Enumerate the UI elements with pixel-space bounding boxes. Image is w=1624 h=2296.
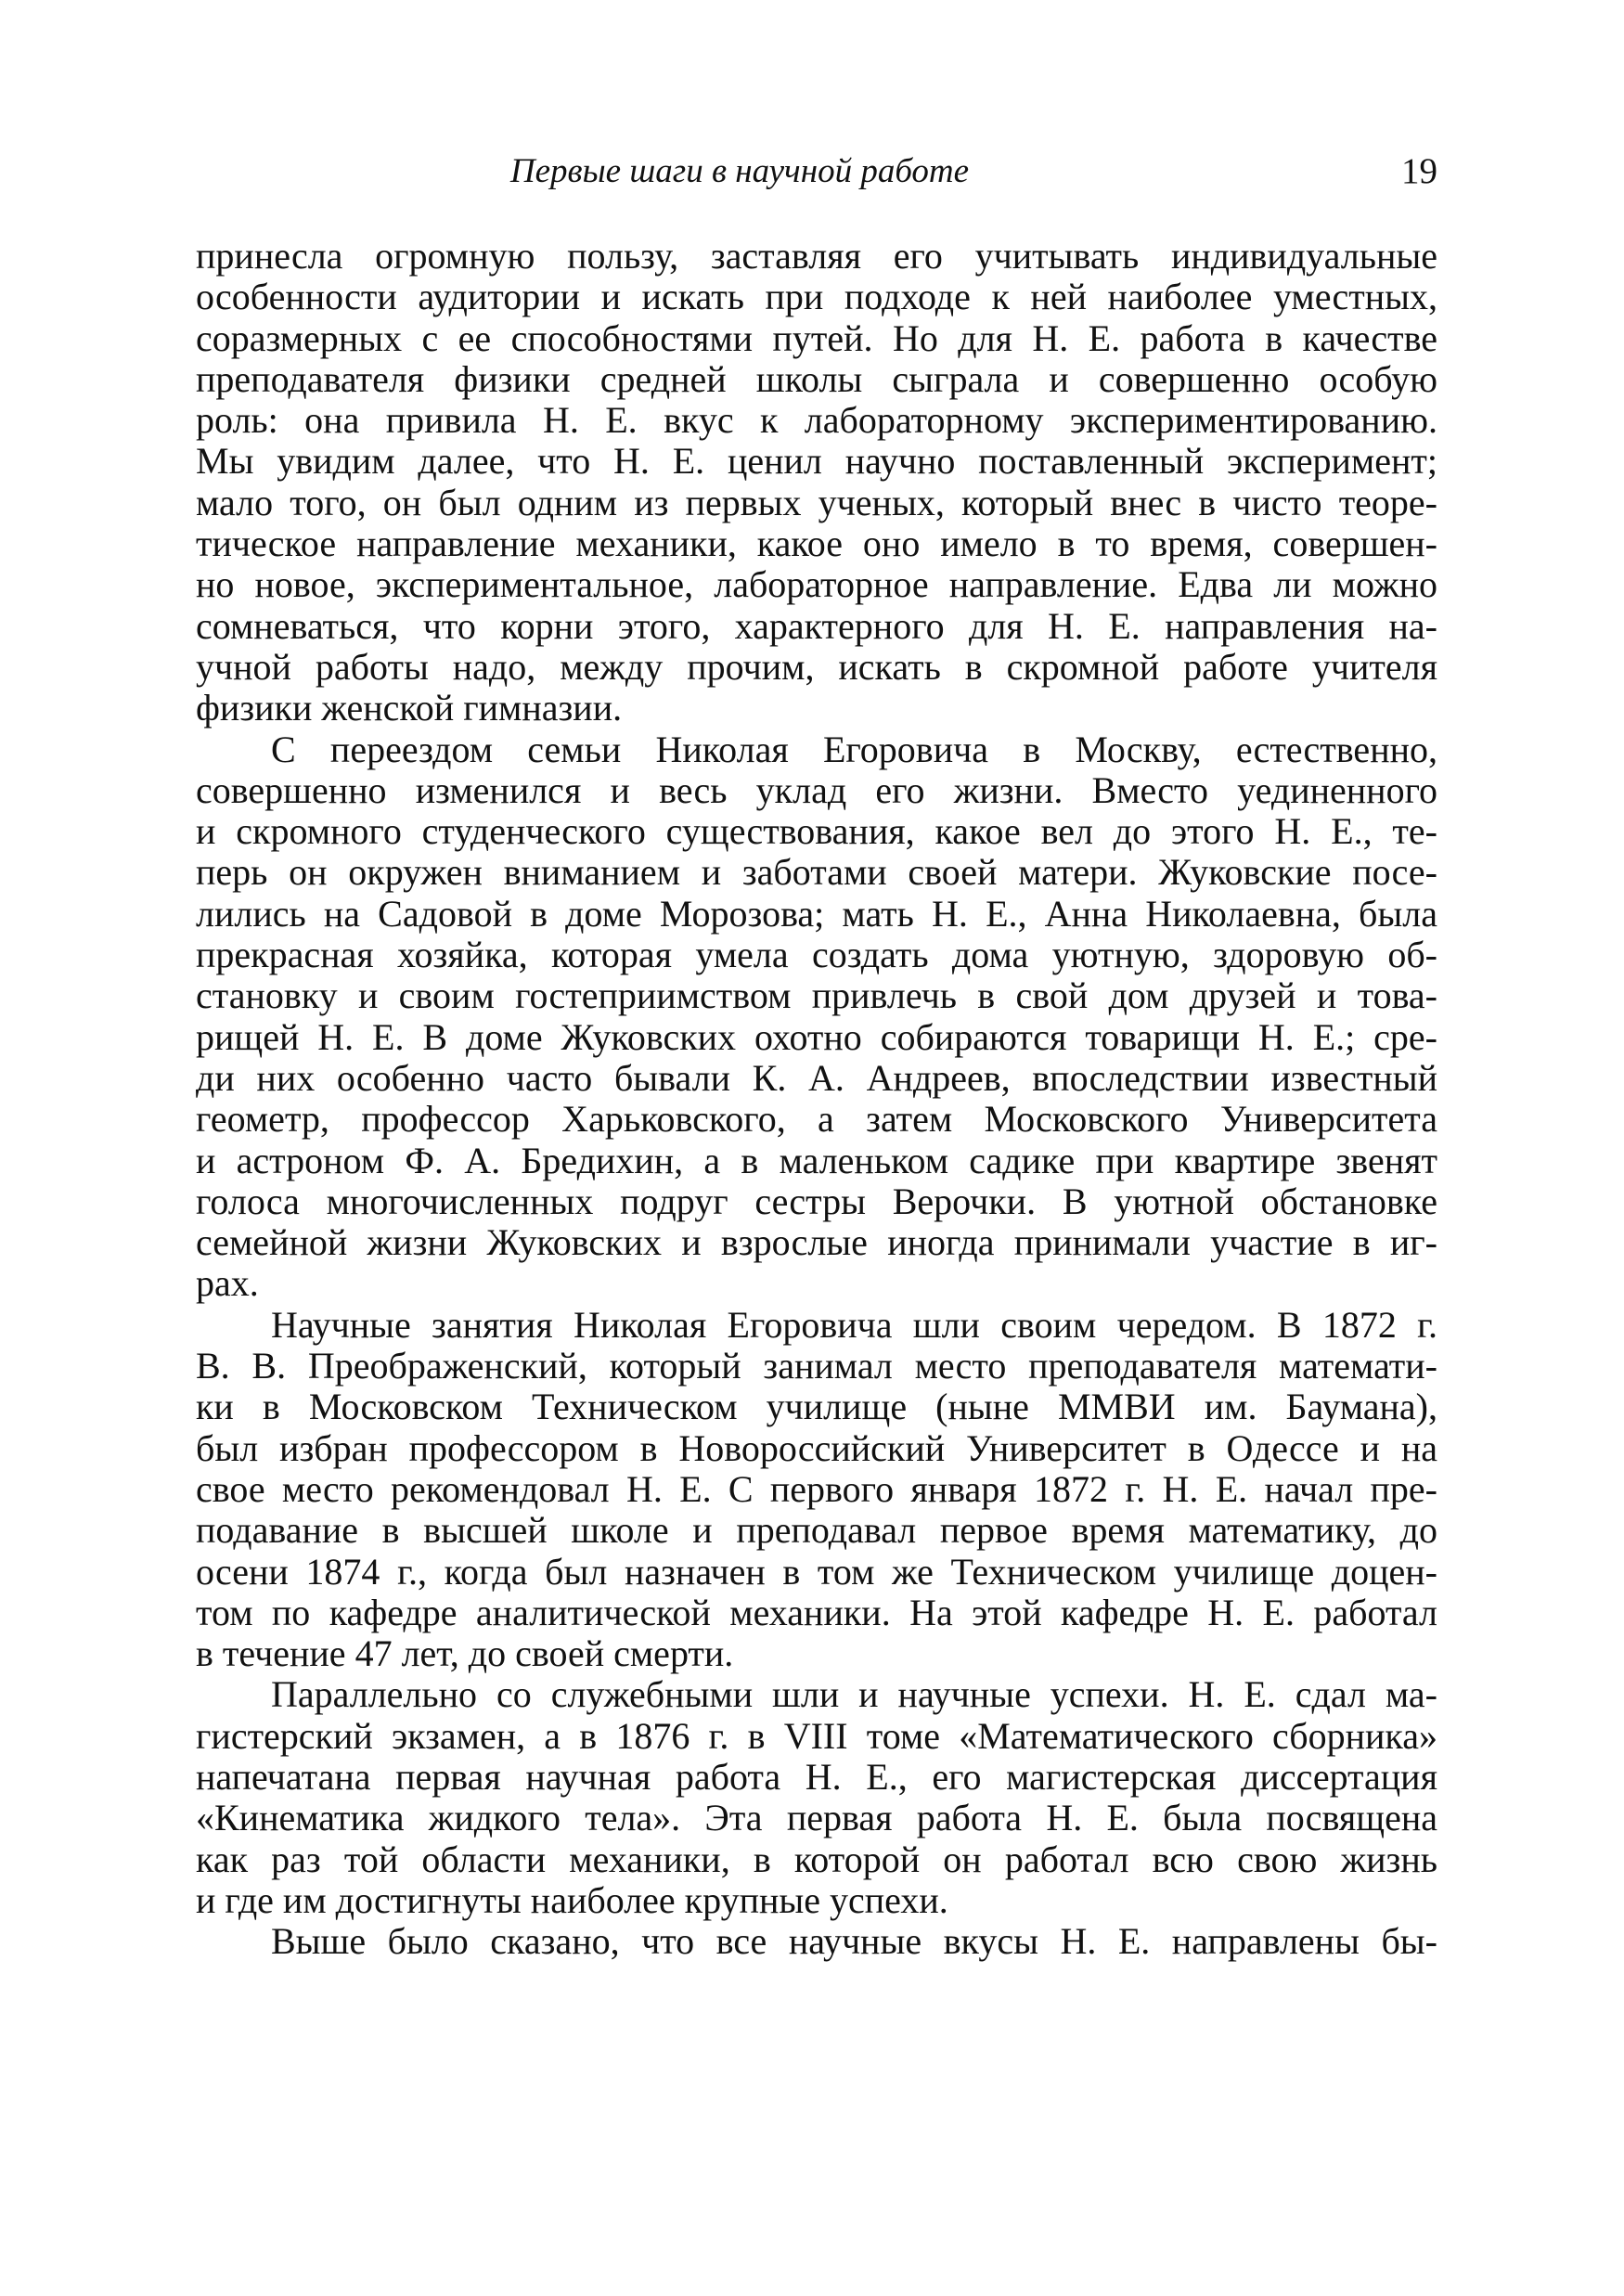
- text-line: свое место рекомендовал Н. Е. С первого января 1872 г. Н. Е. начал пре-: [196, 1467, 1437, 1510]
- text-line: преподавателя физики средней школы сыграла и совершенно особую: [196, 357, 1437, 400]
- text-line: особенности аудитории и искать при подходе к ней наиболее уместных,: [196, 276, 1437, 318]
- running-title: Первые шаги в научной работе: [509, 152, 970, 190]
- text-line: С переездом семьи Николая Егоровича в Москву, естественно,: [271, 728, 1437, 770]
- text-line: рах.: [196, 1262, 259, 1305]
- text-line: гистерский экзамен, а в 1876 г. в VIII томе «Математического сборника»: [196, 1714, 1437, 1757]
- text-line: мало того, он был одним из первых ученых, который внес в чисто теоре-: [196, 481, 1437, 523]
- text-line: прекрасная хозяйка, которая умела создать дома уютную, здоровую об-: [196, 934, 1437, 976]
- text-line: ки в Московском Техническом училище (ныне ММВИ им. Баумана),: [196, 1386, 1437, 1428]
- text-line: тическое направление механики, какое оно имело в то время, совершен-: [196, 522, 1437, 565]
- running-head: [196, 148, 1437, 195]
- text-line: и скромного студенческого существования, какое вел до этого Н. Е., те-: [196, 810, 1437, 853]
- text-line: в течение 47 лет, до своей смерти.: [196, 1632, 734, 1675]
- text-line: лились на Садовой в доме Морозова; мать Н. Е., Анна Николаевна, была: [196, 892, 1437, 935]
- text-line: совершенно изменился и весь уклад его жизни. Вместо уединенного: [196, 768, 1437, 811]
- text-line: «Кинематика жидкого тела». Эта первая работа Н. Е. была посвящена: [196, 1797, 1437, 1839]
- text-line: становку и своим гостеприимством привлечь в свой дом друзей и това-: [196, 974, 1437, 1017]
- text-line: перь он окружен вниманием и заботами своей матери. Жуковские посе-: [196, 851, 1437, 894]
- text-line: Мы увидим далее, что Н. Е. ценил научно поставленный эксперимент;: [196, 440, 1437, 483]
- text-line: голоса многочисленных подруг сестры Верочки. В уютной обстановке: [196, 1180, 1437, 1222]
- text-line: и астроном Ф. А. Бредихин, а в маленьком садике при квартире звенят: [196, 1139, 1437, 1181]
- text-line: семейной жизни Жуковских и взрослые иногда принимали участие в иг-: [196, 1221, 1437, 1264]
- text-line: рищей Н. Е. В доме Жуковских охотно собираются товарищи Н. Е.; сре-: [196, 1015, 1437, 1058]
- text-line: и где им достигнуты наиболее крупные успехи.: [196, 1878, 948, 1921]
- text-line: как раз той области механики, в которой он работал всю свою жизнь: [196, 1838, 1437, 1880]
- text-line: был избран профессором в Новороссийский Университет в Одессе и на: [196, 1426, 1437, 1469]
- text-line: В. В. Преображенский, который занимал место преподавателя математи-: [196, 1345, 1437, 1387]
- text-line: соразмерных с ее способностями путей. Но для Н. Е. работа в качестве: [196, 316, 1437, 359]
- text-line: Параллельно со служебными шли и научные успехи. Н. Е. сдал ма-: [271, 1673, 1437, 1716]
- text-line: роль: она привила Н. Е. вкус к лабораторному экспериментированию.: [196, 399, 1437, 442]
- text-line: Выше было сказано, что все научные вкусы Н. Е. направлены бы-: [271, 1920, 1437, 1963]
- body-text: [196, 236, 1437, 1962]
- text-line: том по кафедре аналитической механики. На этой кафедре Н. Е. работал: [196, 1591, 1437, 1633]
- text-line: Научные занятия Николая Егоровича шли своим чередом. В 1872 г.: [271, 1303, 1437, 1346]
- text-line: подавание в высшей школе и преподавал первое время математику, до: [196, 1509, 1437, 1552]
- text-line: ди них особенно часто бывали К. А. Андреев, впоследствии известный: [196, 1056, 1437, 1099]
- page-number: 19: [1401, 151, 1437, 191]
- text-line: геометр, профессор Харьковского, а затем Московского Университета: [196, 1098, 1437, 1141]
- text-line: но новое, экспериментальное, лабораторное направление. Едва ли можно: [196, 563, 1437, 606]
- text-line: напечатана первая научная работа Н. Е., его магистерская диссертация: [196, 1755, 1437, 1798]
- text-line: учной работы надо, между прочим, искать в скромной работе учителя: [196, 645, 1437, 688]
- text-line: сомневаться, что корни этого, характерного для Н. Е. направления на-: [196, 604, 1437, 647]
- text-line: физики женской гимназии.: [196, 687, 623, 729]
- text-line: принесла огромную пользу, заставляя его учитывать индивидуальные: [196, 235, 1437, 277]
- text-line: осени 1874 г., когда был назначен в том же Техническом училище доцен-: [196, 1550, 1437, 1593]
